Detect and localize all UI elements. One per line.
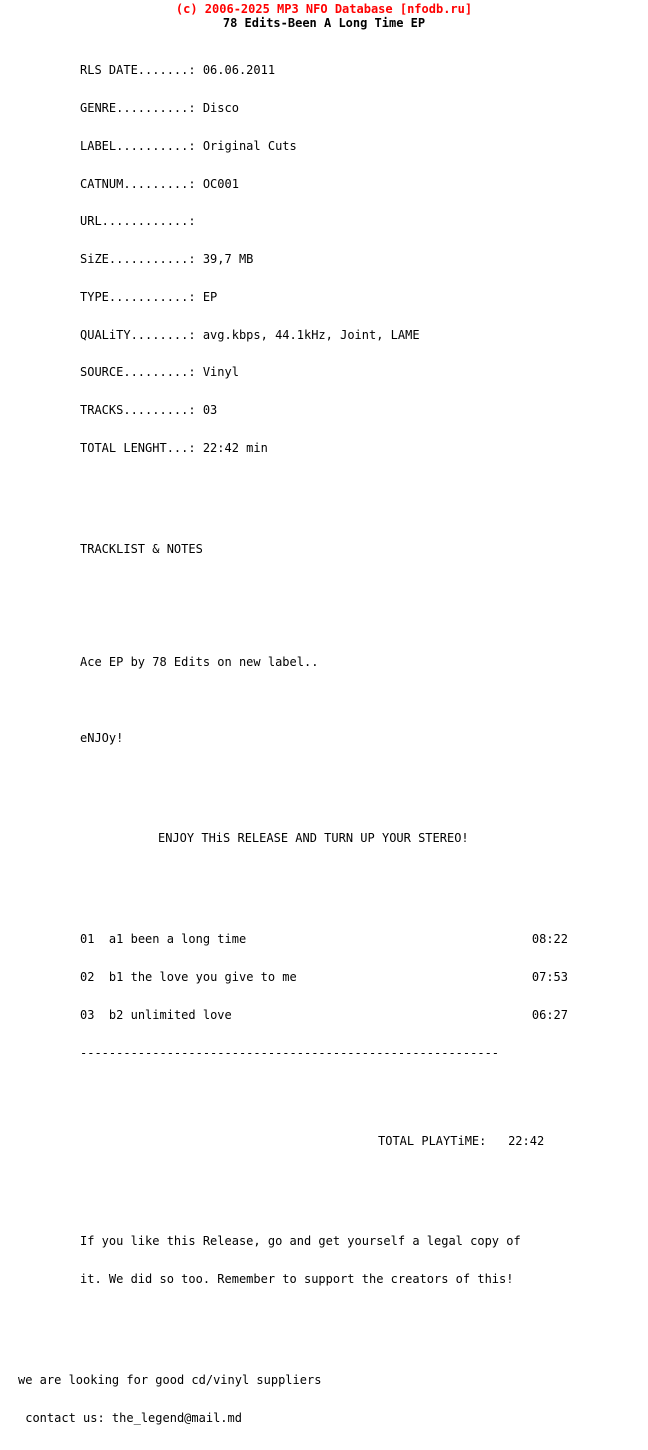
release-banner-wrap	[0, 807, 648, 870]
info-value: 39,7 MB	[202, 252, 254, 267]
info-value: 03	[202, 403, 218, 418]
info-value: Vinyl	[202, 365, 239, 380]
legal-notice	[0, 1210, 648, 1311]
track-number: 03	[80, 1007, 95, 1022]
track-side: b2	[108, 1007, 124, 1022]
legal-notice-line-2: it. We did so too. Remember to support the creators of this!	[80, 1272, 514, 1287]
info-label: SiZE...........:	[80, 252, 196, 267]
track-row	[80, 933, 648, 946]
track-duration: 06:27	[531, 1007, 568, 1022]
info-row	[80, 253, 648, 266]
info-row	[80, 329, 648, 342]
contact-line: contact us: the_legend@mail.md	[18, 1410, 242, 1425]
info-row	[80, 366, 648, 379]
info-label: SOURCE.........:	[80, 365, 196, 380]
info-value: Disco	[202, 100, 239, 115]
track-title: unlimited love	[130, 1007, 232, 1022]
track-title: been a long time	[130, 932, 247, 947]
track-title: the love you give to me	[130, 969, 297, 984]
info-label: TRACKS.........:	[80, 403, 196, 418]
info-value: EP	[202, 289, 218, 304]
track-number: 02	[80, 969, 95, 984]
info-label: LABEL..........:	[80, 138, 196, 153]
info-value: OC001	[202, 176, 239, 191]
track-duration: 08:22	[531, 932, 568, 947]
info-row	[80, 64, 648, 77]
info-label: URL............:	[80, 214, 196, 229]
suppliers-line: we are looking for good cd/vinyl suppliers	[18, 1372, 322, 1387]
tracklist-table	[0, 908, 648, 1084]
info-value: Original Cuts	[202, 138, 297, 153]
info-label: GENRE..........:	[80, 100, 196, 115]
info-row	[80, 215, 648, 228]
total-playtime-value: 22:42	[508, 1133, 545, 1148]
track-duration: 07:53	[531, 969, 568, 984]
info-row	[80, 102, 648, 115]
track-side: a1	[108, 932, 124, 947]
info-value: avg.kbps, 44.1kHz, Joint, LAME	[202, 327, 420, 342]
suppliers-section	[0, 1349, 648, 1450]
info-label: RLS DATE.......:	[80, 63, 196, 78]
notes-section	[0, 518, 648, 770]
release-banner: ENJOY THiS RELEASE AND TURN UP YOUR STEREO!	[158, 831, 469, 846]
release-info-table	[0, 30, 648, 480]
track-number: 01	[80, 932, 95, 947]
notes-line-2: eNJOy!	[80, 730, 124, 745]
info-row	[80, 404, 648, 417]
info-label: CATNUM.........:	[80, 176, 196, 191]
release-title: 78 Edits-Been A Long Time EP	[222, 16, 426, 30]
tracklist-notes-heading: TRACKLIST & NOTES	[80, 541, 203, 556]
info-row	[80, 140, 648, 153]
track-row	[80, 1009, 648, 1022]
info-row	[80, 291, 648, 304]
track-row	[80, 971, 648, 984]
info-label: TYPE...........:	[80, 289, 196, 304]
info-value: 22:42 min	[202, 441, 268, 455]
track-side: b1	[108, 969, 124, 984]
info-row	[80, 442, 648, 455]
total-playtime-row	[0, 1109, 648, 1172]
notes-line-1: Ace EP by 78 Edits on new label..	[80, 655, 319, 670]
info-label: QUALiTY........:	[80, 327, 196, 342]
nfo-database-credit: (c) 2006-2025 MP3 NFO Database [nfodb.ru]	[175, 2, 473, 16]
total-playtime-label: TOTAL PLAYTiME:	[378, 1133, 487, 1148]
info-value: 06.06.2011	[202, 63, 276, 78]
info-row	[80, 178, 648, 191]
info-label: TOTAL LENGHT...:	[80, 441, 196, 455]
tracklist-separator: ----------------------------------------------------------	[80, 1045, 500, 1060]
legal-notice-line-1: If you like this Release, go and get yourself a legal copy of	[80, 1234, 521, 1249]
